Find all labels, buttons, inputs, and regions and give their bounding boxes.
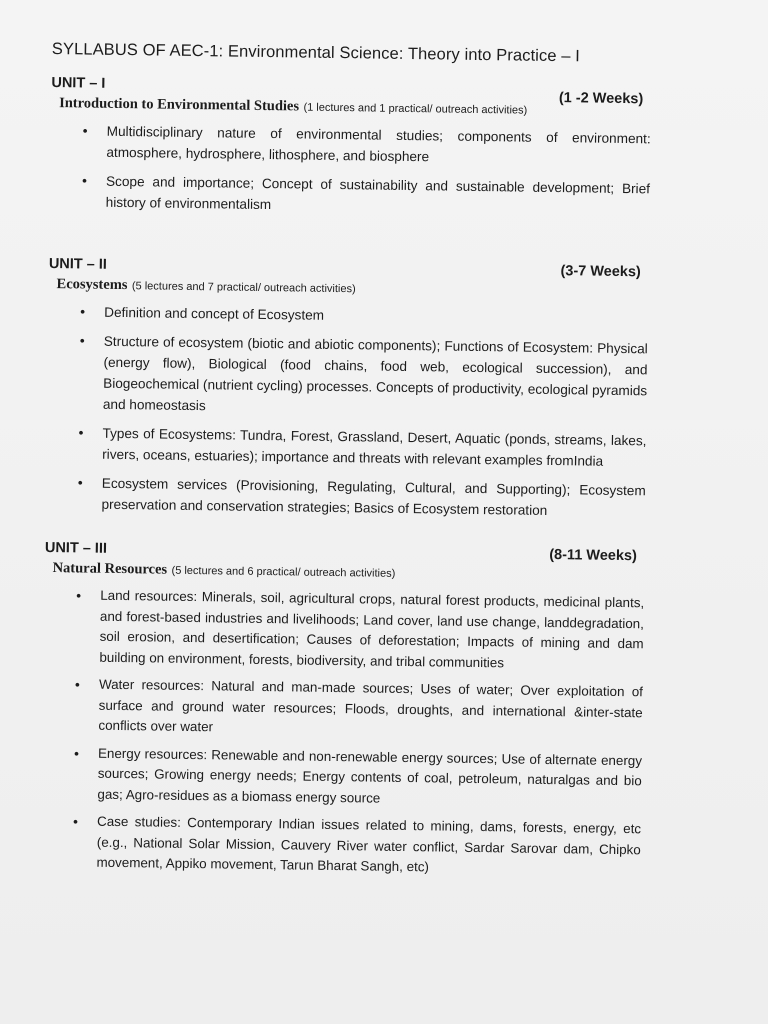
unit-3-note: (5 lectures and 6 practical/ outreach activities): [171, 564, 396, 580]
unit-3-subject: Natural Resources: [52, 560, 168, 578]
list-item: • Structure of ecosystem (biotic and abiotic components); Functions of Ecosystem: Physical (energy flow), Biological (food chains, food web, ecological succession), and Biogeochemical (nutrient cycling) processes. Concepts of productivity, ecological pyramids and homeostasis: [103, 331, 648, 423]
unit-1-label: UNIT – I: [51, 74, 106, 92]
unit-1-topics: [50, 120, 651, 220]
unit-3-weeks: (8-11 Weeks): [549, 546, 637, 565]
unit-3-label: UNIT – III: [44, 539, 108, 557]
unit-2-label: UNIT – II: [48, 255, 107, 273]
unit-2-subject: Ecosystems: [56, 276, 128, 294]
list-item: • Multidisciplinary nature of environmental studies; components of environment: atmosphere, hydrosphere, lithosphere, and biosphere: [106, 121, 651, 171]
page-title: SYLLABUS OF AEC-1: Environmental Science: Theory into Practice – I: [51, 40, 581, 66]
unit-3-topics: [40, 585, 644, 881]
unit-2-topics: [45, 301, 648, 522]
list-item: • Ecosystem services (Provisioning, Regulating, Cultural, and Supporting); Ecosystem preservation and conservation strategies; Basics of Ecosystem restoration: [101, 473, 646, 523]
list-item: • Scope and importance; Concept of sustainability and sustainable development; Brief history of environmentalism: [106, 171, 651, 221]
unit-2: [45, 256, 649, 522]
list-item: • Types of Ecosystems: Tundra, Forest, Grassland, Desert, Aquatic (ponds, streams, lakes, rivers, oceans, estuaries); importance and threats with relevant examples fromIndia: [102, 423, 647, 473]
unit-2-weeks: (3-7 Weeks): [560, 263, 641, 281]
unit-1-weeks: (1 -2 Weeks): [558, 90, 644, 108]
list-item: • Definition and concept of Ecosystem: [104, 302, 648, 331]
list-item: • Energy resources: Renewable and non-renewable energy sources; Use of alternate energy sources; Growing energy needs; Energy contents of coal, petroleum, naturalgas and bio gas; Agro-residues as a biomass energy source: [97, 743, 642, 812]
unit-2-note: (5 lectures and 7 practical/ outreach activities): [131, 280, 356, 296]
unit-3: [40, 540, 645, 881]
unit-1-subject: Introduction to Environmental Studies: [59, 95, 300, 115]
list-item: • Case studies: Contemporary Indian issues related to mining, dams, forests, energy, etc (e.g., National Solar Mission, Cauvery River water conflict, Sardar Sarovar dam, Chipko movement, Appiko movement, Tarun Bharat Sangh, etc): [96, 812, 641, 881]
list-item: • Land resources: Minerals, soil, agricultural crops, natural forest products, medicinal plants, and forest-based industries and livelihoods; Land cover, land use change, landdegradation, soil erosion, and desertification; Causes of deforestation; Impacts of mining and dam building on environment, forests, biodiversity, and tribal communities: [99, 586, 644, 676]
unit-1-note: (1 lectures and 1 practical/ outreach activities): [303, 101, 528, 117]
list-item: • Water resources: Natural and man-made sources; Uses of water; Over exploitation of surface and ground water resources; Floods, droughts, and international &inter-state conflicts over water: [98, 675, 643, 744]
syllabus-document: [40, 40, 652, 921]
unit-1: [50, 75, 652, 220]
